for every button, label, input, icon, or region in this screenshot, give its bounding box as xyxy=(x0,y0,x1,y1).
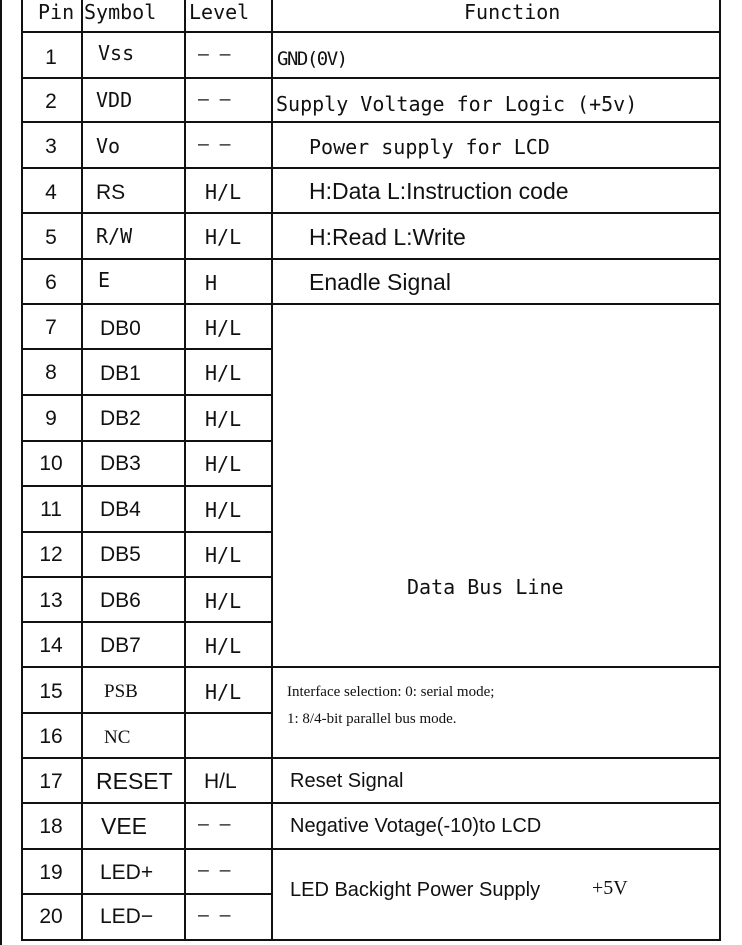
pin-symbol: LED− xyxy=(100,905,154,928)
table-border-bottom xyxy=(21,939,721,941)
row-divider xyxy=(21,757,721,759)
pin-level: — — xyxy=(198,860,231,881)
pin-number: 12 xyxy=(39,543,63,566)
pin-number: 16 xyxy=(39,725,63,748)
pin-level: — — xyxy=(198,89,231,110)
pin-function: Enadle Signal xyxy=(309,269,451,295)
row-divider xyxy=(21,893,273,895)
header-level: Level xyxy=(189,0,250,24)
pin-symbol: DB7 xyxy=(100,634,141,657)
col-divider-pin xyxy=(81,0,83,941)
pin-number: 6 xyxy=(45,271,57,294)
pin-function: Reset Signal xyxy=(290,770,404,792)
pin-function: Negative Votage(-10)to LCD xyxy=(290,815,542,837)
pin-number: 9 xyxy=(45,407,57,430)
pin-function: H:Read L:Write xyxy=(309,224,466,250)
left-margin-rule xyxy=(0,0,2,945)
row-divider xyxy=(21,666,721,668)
col-divider-symbol xyxy=(184,0,186,941)
pin-level: — — xyxy=(198,814,231,835)
pin-symbol: R/W xyxy=(96,224,133,248)
pin-number: 8 xyxy=(45,361,57,384)
row-divider xyxy=(21,258,721,260)
pin-symbol: DB4 xyxy=(100,498,141,521)
pin-symbol: DB6 xyxy=(100,589,141,612)
header-function: Function xyxy=(464,0,561,24)
col-divider-level xyxy=(271,0,273,941)
pin-number: 11 xyxy=(40,498,62,521)
pin-symbol: DB5 xyxy=(100,543,141,566)
pin-number: 10 xyxy=(39,452,63,475)
pin-level: H/L xyxy=(205,680,242,704)
row-divider xyxy=(21,121,721,123)
led-supply-label: LED Backight Power Supply xyxy=(290,879,541,901)
pin-function: Supply Voltage for Logic (+5v) xyxy=(276,92,638,116)
pin-symbol: DB2 xyxy=(100,407,141,430)
pin-number: 4 xyxy=(45,181,57,204)
pin-level: H/L xyxy=(204,770,237,793)
pin-symbol: Vss xyxy=(98,41,135,65)
pin-number: 17 xyxy=(39,770,63,793)
row-divider xyxy=(21,212,721,214)
pin-level: H/L xyxy=(205,225,242,249)
pin-symbol: DB0 xyxy=(100,317,141,340)
pin-level: H xyxy=(205,271,218,295)
row-divider xyxy=(21,712,273,714)
data-bus-label: Data Bus Line xyxy=(407,575,564,599)
pin-level: H/L xyxy=(205,316,242,340)
row-divider xyxy=(21,167,721,169)
pin-number: 13 xyxy=(39,589,63,612)
row-divider xyxy=(21,531,273,533)
pin-symbol: E xyxy=(98,268,111,292)
pin-symbol: VEE xyxy=(101,813,148,839)
pin-symbol: RESET xyxy=(96,768,173,794)
pin-number: 5 xyxy=(45,226,57,249)
pin-number: 20 xyxy=(39,905,63,928)
pin-number: 7 xyxy=(45,316,57,339)
interface-selection-line1: Interface selection: 0: serial mode; xyxy=(287,684,495,700)
pin-level: H/L xyxy=(205,361,242,385)
row-divider xyxy=(21,394,273,396)
pin-level: H/L xyxy=(205,452,242,476)
pin-number: 2 xyxy=(45,90,57,113)
interface-selection-line2: 1: 8/4-bit parallel bus mode. xyxy=(287,711,457,727)
pin-level: — — xyxy=(198,44,231,65)
header-symbol: Symbol xyxy=(84,0,157,24)
pin-function: GND(0V) xyxy=(277,48,347,70)
pin-number: 1 xyxy=(45,46,57,69)
pin-function: H:Data L:Instruction code xyxy=(309,178,569,204)
pin-symbol: Vo xyxy=(96,134,121,158)
row-divider xyxy=(21,440,273,442)
pin-level: H/L xyxy=(205,589,242,613)
row-divider xyxy=(21,802,721,804)
pin-number: 18 xyxy=(39,815,63,838)
pin-level: H/L xyxy=(205,498,242,522)
pin-level: — — xyxy=(198,905,231,926)
row-divider xyxy=(21,77,721,79)
row-divider xyxy=(21,303,721,305)
header-pin: Pin xyxy=(38,0,75,24)
pin-number: 14 xyxy=(39,634,63,657)
row-divider xyxy=(21,31,721,33)
pin-level: — — xyxy=(198,134,231,155)
pin-number: 15 xyxy=(39,680,63,703)
pin-symbol: DB3 xyxy=(100,452,141,475)
pin-symbol: NC xyxy=(104,727,131,748)
row-divider xyxy=(21,621,273,623)
pin-level: H/L xyxy=(205,543,242,567)
pin-function: Power supply for LCD xyxy=(309,135,550,159)
pin-number: 19 xyxy=(39,861,63,884)
pin-symbol: DB1 xyxy=(100,362,141,385)
row-divider xyxy=(21,576,273,578)
row-divider xyxy=(21,848,721,850)
pin-symbol: LED+ xyxy=(100,861,154,884)
pin-symbol: PSB xyxy=(104,681,138,702)
pin-number: 3 xyxy=(45,135,57,158)
led-supply-voltage: +5V xyxy=(592,877,628,899)
pin-symbol: RS xyxy=(96,181,126,204)
table-border-right xyxy=(719,0,721,941)
row-divider xyxy=(21,485,273,487)
pin-level: H/L xyxy=(205,407,242,431)
row-divider xyxy=(21,348,273,350)
pin-symbol: VDD xyxy=(96,88,133,112)
pin-level: H/L xyxy=(205,634,242,658)
pin-level: H/L xyxy=(205,180,242,204)
